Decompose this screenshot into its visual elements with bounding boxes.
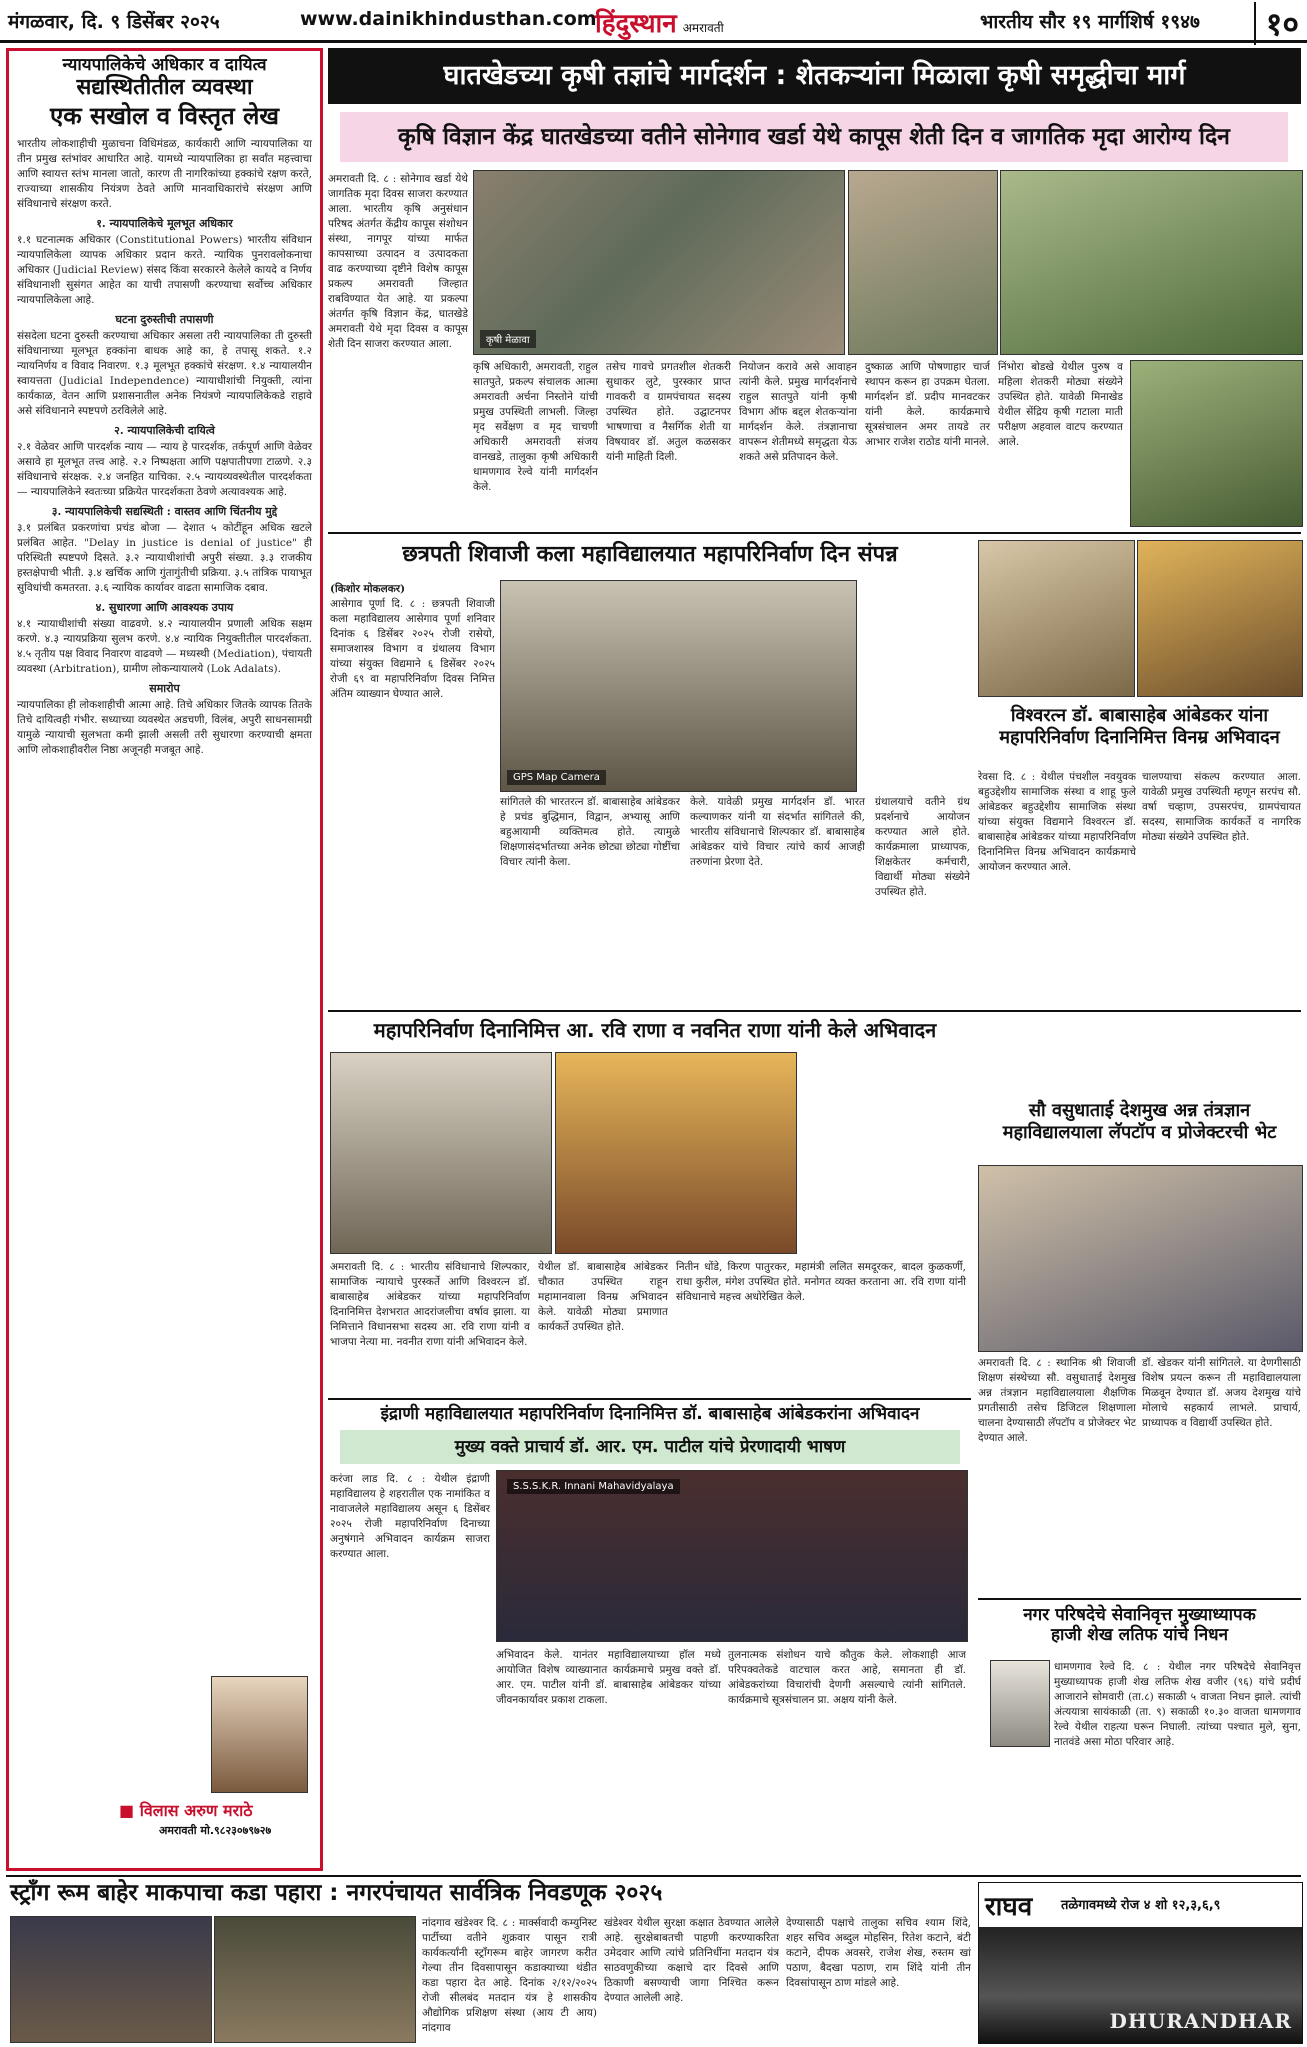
laptop-handover-photo [978, 1165, 1303, 1352]
rana-story-text: येथील डॉ. बाबासाहेब आंबेडकर चौकात उपस्थित राहून महामानवाला विनम्र अभिवादन केले. यावेळी मोठ्या प्रमाणात कार्यकर्ते उपस्थित होते. [538, 1261, 668, 1333]
seminar-photo [500, 580, 857, 792]
top-story-text: अमरावती दि. ८ : सोनेगाव खर्डा येथे जागतिक मृदा दिवस साजरा करण्यात आला. भारतीय कृषि अनुसंधान परिषद अंतर्गत केंद्रीय कापूस संशोधन संस्था, नागपूर यांच्या मार्फत कापसाच्या उत्पादन व उत्पादकता वाढ करण्याच्या दृष्टीने विशेष कापूस प्रकल्प अमरावती जिल्हात राबविण्यात येत आहे. या प्रकल्पा अंतर्गत कृषि विज्ञान केंद्र, घातखेडे अमरावती येथे मृदा दिवस व कापूस शेती दिन साजरा करण्यात आला. [328, 173, 468, 350]
section-heading: समारोप [149, 681, 180, 695]
tribute-photo [978, 540, 1135, 697]
farmer-meeting-photo [473, 170, 845, 355]
section-divider [328, 1398, 971, 1400]
newspaper-logo: हिंदुस्थान अमरावती [595, 9, 724, 39]
section-text: संसदेला घटना दुरुस्ती करण्याचा अधिकार असला तरी न्यायपालिका ती दुरुस्ती संविधानाच्या मूलभूत हक्कांना बाधक आहे का, हे तपासू शकते. १.२ न्यायनिर्णय व विवाद निवारण. १.३ मूलभूत हक्कांचे संरक्षण. १.४ न्यायालयीन स्वायत्तता (Judicial Independence) न्यायाधीशांची नियुक्ती, त्यांना कार्यकाळ, वेतन आणि प्रशासनातील अनेक नियंत्रणे न्यायपालिकेकडे राहावे असे संविधानाने स्पष्टपणे ठरविलेले आहे. [17, 329, 312, 417]
section-text: ३.१ प्रलंबित प्रकरणांचा प्रचंड बोजा — देशात ५ कोटींहून अधिक खटले प्रलंबित आहेत. "Delay in justice is denial of justice" ही परिस्थिती स्पष्टपणे दिसते. ३.२ न्यायाधीशांची अपुरी संख्या. ३.३ राजकीय हस्तक्षेपाची भीती. ३.४ खर्चिक आणि गुंतागुंतीची प्रक्रिया. ३.५ तांत्रिक पायाभूत सुविधांची कमतरता. ३.६ न्यायिक कार्यावर वाढता सामाजिक दबाव. [17, 521, 312, 594]
section-text: २.१ वेळेवर आणि पारदर्शक न्याय — न्याय हे पारदर्शक, तर्कपूर्ण आणि वेळेवर असावे हा मूलभूत तत्त्व आहे. २.२ निष्पक्षता आणि पक्षपातीपणा टाळणे. २.३ संविधानाचे संरक्षक. २.४ जनहित याचिका. २.५ न्यायव्यवस्थेतील पारदर्शकता — न्यायपालिकेने स्वतःच्या प्रक्रियेत पारदर्शकता ठेवणे अत्यावश्यक आहे. [17, 440, 312, 498]
article-intro: भारतीय लोकशाहीची मुळाचना विधिमंडळ, कार्यकारी आणि न्यायपालिका या तीन प्रमुख स्तंभांवर आधारित आहे. यामध्ये न्यायपालिका हा सर्वांत महत्त्वाचा आणि स्वायत्त स्तंभ मानला जातो, कारण ती नागरिकांच्या हक्कांचे रक्षण करते, राज्याच्या शासकीय नियंत्रण ठेवते आणि मानवाधिकारांचे संरक्षण आणि संविधानाचे संरक्षण करते. [17, 137, 312, 210]
issue-date: मंगळवार, दि. ९ डिसेंबर २०२५ [8, 11, 220, 33]
saka-date: भारतीय सौर १९ मार्गशिर्ष १९४७ [980, 11, 1200, 33]
shivaji-story-text: ग्रंथालयाचे वतीने ग्रंथ प्रदर्शनाचे आयोजन करण्यात आले होते. कार्यक्रमाला प्राध्यापक, शिक्षकेतर कर्मचारी, विद्यार्थी मोठ्या संख्येने उपस्थित होते. [875, 796, 970, 898]
top-story-text: कृषि अधिकारी, अमरावती, राहुल सातपुते, प्रकल्प संचालक आत्मा अमरावती अर्चना निस्तोने यांची प्रमुख उपस्थिती लाभली. जिल्हा मृद सर्वेक्षण व मृद चाचणी अधिकारी अमरावती संजय वानखडे, तालुका कृषी अधिकारी धामणगाव रेल्वे यांनी मार्गदर्शन केले. [473, 361, 598, 493]
indrani-story-text: तुलनात्मक संशोधन याचे कौतुक केले. लोकशाही आज परिपक्वतेकडे वाटचाल करत आहे, समानता ही डॉ. आंबेडकरांच्या विचारांची देणगी असल्याचे त्यांनी सांगितले. कार्यक्रमाचे सूत्रसंचालन प्रा. अक्षय यांनी केले. [728, 1649, 966, 1706]
section-heading: १. न्यायपालिकेचे मूलभूत अधिकार [96, 216, 233, 230]
movie-title: DHURANDHAR [1109, 2009, 1292, 2033]
shivaji-headline: छत्रपती शिवाजी कला महाविद्यालयात महापरिनिर्वाण दिन संपन्न [402, 542, 898, 567]
vishwaratna-story-text: रेवसा दि. ८ : येथील पंचशील नवयुवक बहुउद्देशीय सामाजिक संस्था व शाहू फुले आंबेडकर बहुउद्देशीय सामाजिक संस्था यांच्या संयुक्त विद्यमाने विश्वरत्न डॉ. बाबासाहेब आंबेडकर यांच्या महापरिनिर्वाण दिनानिमित्त विनम्र अभिवादन कार्यक्रमाचे आयोजन करण्यात आले. [978, 771, 1136, 873]
section-divider [328, 1010, 1301, 1012]
movie-advertisement[interactable] [978, 1882, 1303, 2044]
section-text: न्यायपालिका ही लोकशाहीची आत्मा आहे. तिचे अधिकार जितके व्यापक तितके तिचे दायित्वही गंभीर. सध्याच्या व्यवस्थेत अडचणी, विलंब, अपुरी साधनसामग्री यामुळे न्यायाची सुलभता कमी झाली असली तरी सुधारणा करण्याची क्षमता आणि लोकशाहीवरील निष्ठा अजूनही मजबूत आहे. [17, 698, 312, 756]
website-link[interactable]: www.dainikhindusthan.com [300, 8, 597, 30]
top-story-text: निंभोरा बोडखे येथील पुरुष व महिला शेतकरी मोठ्या संख्येने उपस्थित होते. यावेळी मिनाखेड येथील सेंद्रिय कृषी गटाला माती परीक्षण अहवाल वाटप करण्यात आले. [998, 361, 1123, 448]
bottom-headline: स्ट्राँग रूम बाहेर माकपाचा कडा पहारा : नगरपंचायत सार्वत्रिक निवडणूक २०२५ [10, 1880, 663, 1906]
deshmukh-story-text: डॉ. खेडकर यांनी सांगितले. या देणगीसाठी विशेष प्रयत्न करून ती महाविद्यालयाला मिळवून देण्यात डॉ. अजय देशमुख यांचे मोलाचे सहकार्य लाभले. प्राचार्य, प्राध्यापक व विद्यार्थी उपस्थित होते. [1142, 1357, 1301, 1429]
deshmukh-story-text: अमरावती दि. ८ : स्थानिक श्री शिवाजी शिक्षण संस्थेच्या सौ. वसुधाताई देशमुख अन्न तंत्रज्ञान महाविद्यालयाला शैक्षणिक प्रगतीसाठी तसेच डिजिटल शिक्षणाला चालना देण्यासाठी लॅपटॉप व प्रोजेक्टर भेट देण्यात आले. [978, 1357, 1136, 1444]
bottom-story-text: खंडेश्वर येथील सुरक्षा कक्षात ठेवण्यात आलेले आहे. सुरक्षेबाबतची पाहणी करण्याकरिता उमेदवार आणि त्यांचे प्रतिनिधींना मतदान यंत्र साठवणुकीच्या कक्षाचे दार दिवसे आणि ठिकाणी बसण्याची जागा निश्चित करून देण्यात आलेली आहे. [604, 1917, 779, 2004]
section-divider [6, 1875, 1301, 1877]
strong-room-night-photo [10, 1916, 212, 2043]
article-kicker: न्यायपालिकेचे अधिकार व दायित्व [62, 55, 267, 75]
rana-story-text: नितीन धोंडे, किरण पातुरकर, महामंत्री ललित समदूरकर, बादल कुळकर्णी, राधा कुरील, मंगेश उपस्थित होते. मनोगत व्यक्त करताना आ. रवि राणा यांनी संविधानाचे महत्त्व अधोरेखित केले. [676, 1261, 966, 1303]
top-headline: घातखेडच्या कृषी तज्ञांचे मार्गदर्शन : शेतकऱ्यांना मिळाला कृषी समृद्धीचा मार्ग [328, 48, 1301, 104]
indrani-headline: इंद्राणी महाविद्यालयात महापरिनिर्वाण दिनानिमित्त डॉ. बाबासाहेब आंबेडकरांना अभिवादन [380, 1404, 920, 1424]
rana-headline: महापरिनिर्वाण दिनानिमित्त आ. रवि राणा व नवनित राणा यांनी केले अभिवादन [373, 1018, 937, 1042]
flower-tribute-photo [555, 1052, 797, 1254]
deshmukh-headline: सौ वसुधाताई देशमुख अन्न तंत्रज्ञान महाविद्यालयाला लॅपटॉप व प्रोजेक्टरची भेट [1002, 1100, 1277, 1143]
indrani-story-text: करंजा लाड दि. ८ : येथील इंद्राणी महाविद्यालय हे शहरातील एक नामांकित व नावाजलेले महाविद्यालय असून ६ डिसेंबर २०२५ रोजी महापरिनिर्वाण दिनाच्या अनुषंगाने अभिवादन कार्यक्रम साजरा करण्यात आला. [330, 1473, 490, 1560]
field-visit-photo [848, 170, 998, 355]
author-contact: अमरावती मो.९८२३०७९७२७ [159, 1824, 272, 1837]
bottom-story-text: देण्यासाठी पक्षाचे तालुका सचिव श्याम शिंदे, शहर सचिव अब्दुल मोहसिन, रितेश कटाने, बंटी कटाने, दीपक अवसरे, राजेश शेख, रुस्तम खां पठाण, बैदखा पठाण, राम शिंदे यांनी तीन दिवसांपासून ठाण मांडले आहे. [786, 1917, 971, 1989]
top-subheadline: कृषि विज्ञान केंद्र घातखेडच्या वतीने सोनेगाव खर्डा येथे कापूस शेती दिन व जागतिक मृदा आरोग्य दिन [340, 112, 1288, 162]
shivaji-story-text: केले. यावेळी प्रमुख मार्गदर्शन डॉ. भारत कल्याणकर यांनी या संदर्भात सांगितले की, भारतीय संविधानाचे शिल्पकार डॉ. बाबासाहेब आंबेडकर यांचे विचार त्यांचे कार्य आजही तरुणांना प्रेरणा देते. [690, 796, 865, 868]
section-heading: ४. सुधारणा आणि आवश्यक उपाय [95, 600, 234, 614]
shivaji-story-text: (किशोर मोकलकर) आसेगाव पूर्णा दि. ८ : छत्रपती शिवाजी कला महाविद्यालय आसेगाव पूर्णा शनिवार दिनांक ६ डिसेंबर २०२५ रोजी रासेयो, समाजशास्त्र विभाग व ग्रंथालय विभाग यांच्या संयुक्त विद्यमाने ६ डिसेंबर २०२५ रोजी ६९ वा महापरिनिर्वाण दिवस निमित्त अंतिम व्याख्यान घेण्यात आले. [330, 583, 495, 700]
statue-garland-photo [330, 1052, 552, 1254]
shivaji-story-text: सांगितले की भारतरत्न डॉ. बाबासाहेब आंबेडकर हे प्रचंड बुद्धिमान, विद्वान, अभ्यासू आणि बहुआयामी व्यक्तिमत्व होते. त्यामुळे शिक्षणासंदर्भातच्या अनेक छोट्या छोट्या गोष्टींचा विचार त्यांनी केला. [500, 796, 680, 868]
vishwaratna-headline: विश्वरत्न डॉ. बाबासाहेब आंबेडकर यांना महापरिनिर्वाण दिनानिमित्त विनम्र अभिवादन [999, 705, 1280, 748]
masthead [0, 0, 1307, 43]
cotton-field-photo [1000, 170, 1303, 355]
page-number: १० [1254, 2, 1299, 45]
photo-tag: कृषी मेळावा [480, 330, 536, 348]
monk-tribute-photo [1137, 540, 1303, 697]
show-schedule: तळेगावमध्ये रोज ४ शो १२,३,६,९ [1061, 1898, 1221, 1913]
author-photo [211, 1676, 308, 1793]
section-heading: ३. न्यायपालिकेची सद्यस्थिती : वास्तव आणि चिंतनीय मुद्दे [51, 504, 278, 518]
vishwaratna-story-text: चालण्याचा संकल्प करण्यात आला. यावेळी प्रमुख उपस्थिती म्हणून सरपंच सौ. वर्षा चव्हाण, उपसरपंच, ग्रामपंचायत सदस्य, सामाजिक कार्यकर्ते व नागरिक मोठ्या संख्येने उपस्थित होते. [1142, 771, 1301, 843]
top-story-text: नियोजन करावे असे आवाहन त्यांनी केले. प्रमुख मार्गदर्शनाचे राहुल सातपुते यांनी कृषी विभाग ऑफ बद्दल शेतकऱ्यांना मार्गदर्शन केले. तंत्रज्ञानाचा वापरून शेतीमध्ये समृद्धता येऊ शकते असे प्रतिपादन केले. [739, 361, 857, 463]
article-subtitle: एक सखोल व विस्तृत लेख [50, 101, 279, 130]
photo-tag: GPS Map Camera [507, 770, 606, 785]
indrani-subheadline: मुख्य वक्ते प्राचार्य डॉ. आर. एम. पाटील यांचे प्रेरणादायी भाषण [340, 1430, 960, 1464]
section-text: ४.१ न्यायाधीशांची संख्या वाढवणे. ४.२ न्यायालयीन प्रणाली अधिक सक्षम करणे. ४.३ न्यायप्रक्रिया सुलभ करणे. ४.४ न्यायिक नियुक्तीतील पारदर्शकता. ४.५ तृतीय पक्ष विवाद निवारण वाढवणे — मध्यस्थी (Mediation), पंचायती व्यवस्था (Arbitration), ग्रामीण लोकन्यायालये (Lok Adalats). [17, 617, 312, 675]
cinema-name: राघव [985, 1892, 1033, 1922]
judiciary-article [6, 48, 323, 1871]
bottom-story-text: नांदगाव खंडेश्वर दि. ८ : मार्क्सवादी कम्युनिस्ट पार्टीच्या वतीने शुक्रवार पासून रात्री कार्यकर्त्यांनी स्ट्राँगरूम बाहेर जागरण करीत गेल्या तीन दिवसापासून कडाक्याच्या थंडीत कडा पहारा देत आहे. दिनांक २/१२/२०२५ रोजी सीलबंद मतदान यंत्र हे शासकीय औद्योगिक प्रशिक्षण संस्था (आय टी आय) नांदगाव [422, 1917, 597, 2034]
byline: (किशोर मोकलकर) [330, 583, 406, 595]
crop-inspection-photo [1130, 360, 1303, 527]
top-story-text: दुष्काळ आणि पोषणाहार चार्ज स्थापन करून हा उपक्रम घेतला. मार्गदर्शन डॉ. प्रदीप मानवटकर यांनी केले. कार्यक्रमाचे सूत्रसंचालन अमर तायडे तर आभार राजेश राठोड यांनी मानले. [865, 361, 990, 448]
obituary-headline: नगर परिषदेचे सेवानिवृत्त मुख्याध्यापक हाजी शेख लतिफ यांचे निधन [1023, 1605, 1256, 1646]
obituary-photo [990, 1660, 1050, 1747]
author-name: ■ विलास अरुण मराठे [119, 1801, 253, 1820]
stage-banner: S.S.S.K.R. Innani Mahavidyalaya [507, 1479, 680, 1494]
section-heading: घटना दुरुस्तीची तपासणी [115, 312, 214, 326]
obituary-text: धामणगाव रेल्वे दि. ८ : येथील नगर परिषदेचे सेवानिवृत्त मुख्याध्यापक हाजी शेख लतिफ शेख वजीर (९६) यांचे प्रदीर्घ आजाराने सोमवारी (ता.८) सकाळी ५ वाजता निधन झाले. त्यांची अंत्ययात्रा सायंकाळी (ता. ९) सकाळी १०.३० वाजता धामणगाव रेल्वे येथील राहत्या घरून निघाली. त्यांच्या पश्चात मुले, सुना, नातवंडे असा मोठा परिवार आहे. [1054, 1661, 1301, 1748]
edition-name: अमरावती [682, 21, 724, 35]
auditorium-photo [496, 1470, 968, 1642]
section-heading: २. न्यायपालिकेची दायित्वे [114, 423, 215, 437]
movie-poster [979, 1927, 1302, 2043]
top-story-text: तसेच गावचे प्रगतशील शेतकरी सुधाकर लुटे, पुरस्कार प्राप्त गावकरी व ग्रामपंचायत सदस्य उपस्थित होते. उद्घाटनपर भाषणाचा व नैसर्गिक शेती या विषयावर डॉ. अतुल कळसकर यांनी माहिती दिली. [606, 361, 731, 463]
section-text: १.१ घटनात्मक अधिकार (Constitutional Powers) भारतीय संविधान न्यायपालिकेला व्यापक अधिकार प्रदान करते. न्यायिक पुनरावलोकनाचा अधिकार (Judicial Review) संसद किंवा सरकारने केलेले कायदे व निर्णय संविधानाशी सुसंगत आहेत का याची तपासणी करण्याचा सर्वोच्च अधिकार न्यायपालिकेला आहे. [17, 233, 312, 306]
section-divider [978, 1598, 1301, 1600]
article-title: सद्यस्थितीतील व्यवस्था [76, 75, 253, 101]
section-divider [328, 532, 1301, 534]
party-workers-photo [214, 1916, 416, 2043]
indrani-story-text: अभिवादन केले. यानंतर महाविद्यालयाच्या हॉल मध्ये आयोजित विशेष व्याख्यानात कार्यक्रमाचे प्रमुख वक्ते डॉ. आर. एम. पाटील यांनी डॉ. बाबासाहेब आंबेडकर यांच्या जीवनकार्यावर प्रकाश टाकला. [496, 1649, 721, 1706]
rana-story-text: अमरावती दि. ८ : भारतीय संविधानाचे शिल्पकार, सामाजिक न्यायाचे पुरस्कर्ते आणि विश्वरत्न डॉ. बाबासाहेब आंबेडकर यांच्या महापरिनिर्वाण दिनानिमित्त देशभरात आदरांजलीचा वर्षाव झाला. या निमित्ताने विधानसभा सदस्य आ. रवि राणा यांनी व भाजपा नेत्या मा. नवनीत राणा यांनी अभिवादन केले. [330, 1261, 530, 1348]
